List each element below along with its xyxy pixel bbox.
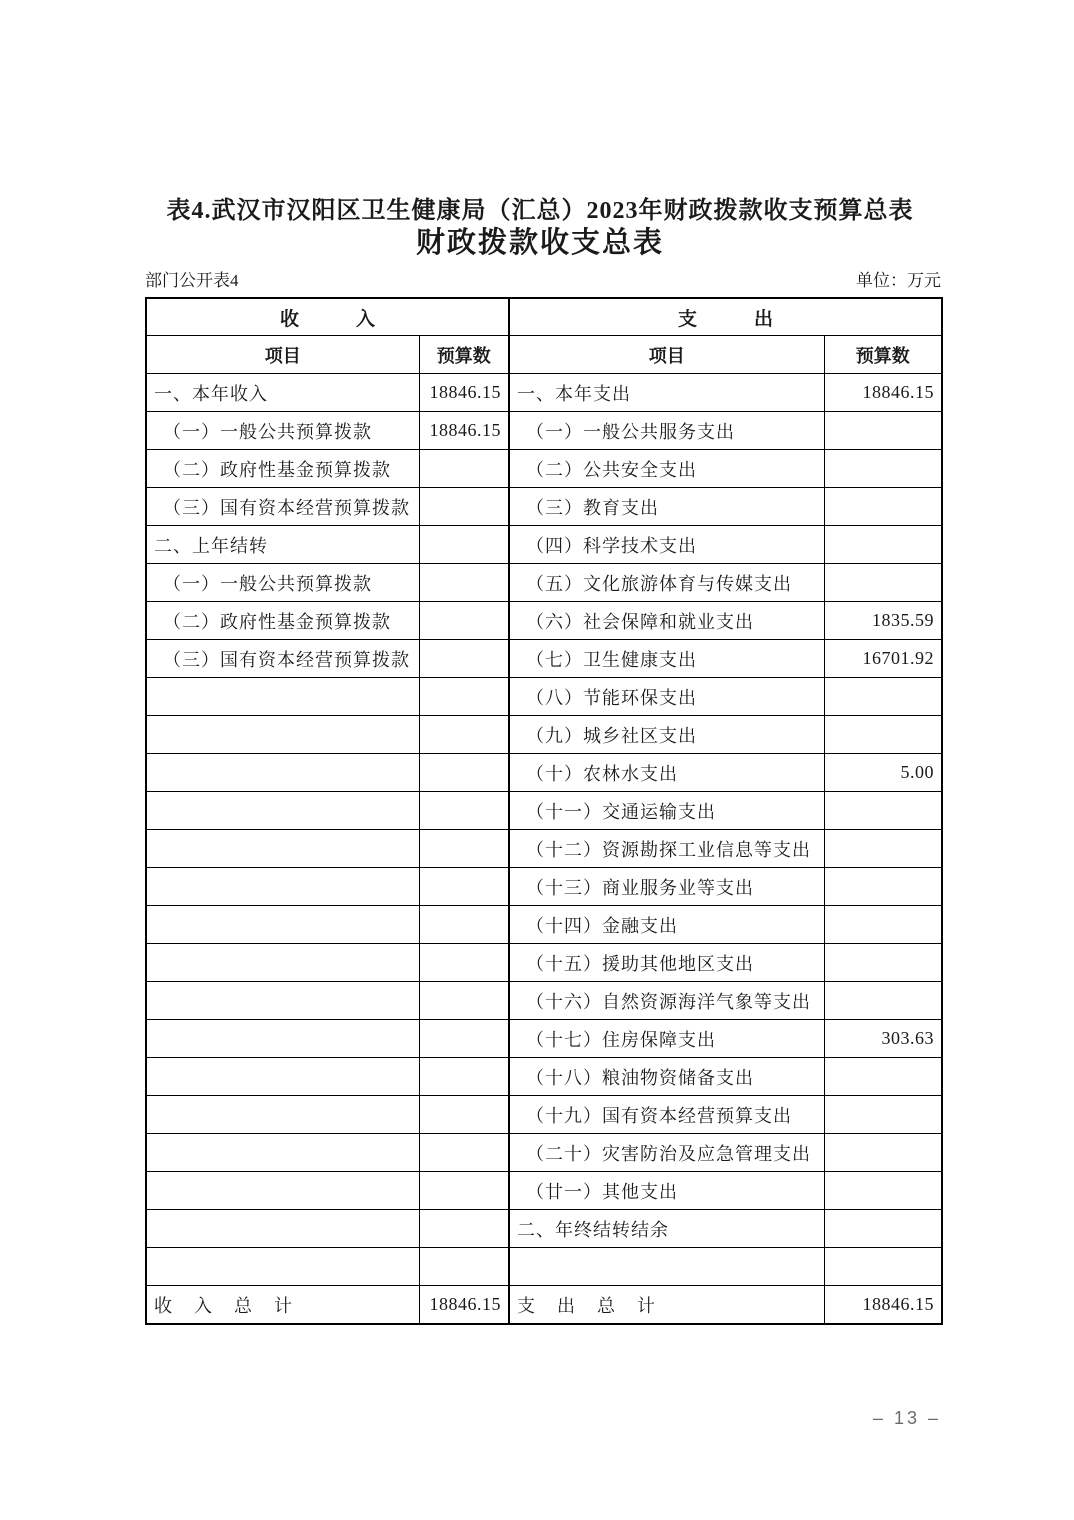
table-title: 财政拨款收支总表 (415, 227, 664, 259)
expense-budget-cell (824, 830, 942, 868)
expense-item-cell: （十三）商业服务业等支出 (509, 868, 824, 906)
column-header-row (146, 336, 942, 374)
expense-budget-cell (824, 1058, 942, 1096)
table-row (146, 412, 942, 450)
expense-budget-cell (824, 678, 942, 716)
income-budget-cell (419, 1210, 509, 1248)
table-row (146, 906, 942, 944)
income-budget-column-header: 预算数 (419, 336, 509, 374)
expense-budget-cell (824, 982, 942, 1020)
expense-item-cell: （十）农林水支出 (509, 754, 824, 792)
income-budget-cell (419, 906, 509, 944)
table-row (146, 1134, 942, 1172)
table-row (146, 678, 942, 716)
income-budget-cell (419, 868, 509, 906)
expense-budget-cell (824, 868, 942, 906)
expense-budget-cell (824, 564, 942, 602)
income-item-cell: 二、上年结转 (146, 526, 419, 564)
expense-item-cell: 二、年终结转结余 (509, 1210, 824, 1248)
expense-item-column-header: 项目 (509, 336, 824, 374)
expense-item-cell: （二十）灾害防治及应急管理支出 (509, 1134, 824, 1172)
expense-budget-cell: 1835.59 (824, 602, 942, 640)
income-item-cell: （二）政府性基金预算拨款 (146, 450, 419, 488)
income-item-cell (146, 944, 419, 982)
table-row (146, 450, 942, 488)
expense-budget-cell (824, 450, 942, 488)
income-item-cell (146, 792, 419, 830)
income-budget-cell (419, 792, 509, 830)
budget-summary-table (145, 297, 943, 1325)
expense-budget-cell (824, 944, 942, 982)
expense-item-cell: （七）卫生健康支出 (509, 640, 824, 678)
income-budget-cell (419, 602, 509, 640)
page-number: – 13 – (872, 1408, 941, 1428)
income-item-cell: （二）政府性基金预算拨款 (146, 602, 419, 640)
income-item-cell (146, 1096, 419, 1134)
income-budget-cell (419, 1096, 509, 1134)
income-budget-cell (419, 830, 509, 868)
expense-item-cell: （一）一般公共服务支出 (509, 412, 824, 450)
income-item-cell (146, 906, 419, 944)
expense-budget-cell (824, 412, 942, 450)
table-row (146, 488, 942, 526)
income-item-cell: 一、本年收入 (146, 374, 419, 412)
expense-budget-column-header: 预算数 (824, 336, 942, 374)
expense-budget-cell: 5.00 (824, 754, 942, 792)
table-row (146, 982, 942, 1020)
income-item-column-header: 项目 (146, 336, 419, 374)
document-title: 表4.武汉市汉阳区卫生健康局（汇总）2023年财政拨款收支预算总表 (166, 198, 914, 224)
table-row (146, 868, 942, 906)
expense-budget-cell (824, 906, 942, 944)
income-budget-cell: 18846.15 (419, 374, 509, 412)
expense-budget-cell (824, 526, 942, 564)
expense-budget-cell (824, 792, 942, 830)
table-row (146, 640, 942, 678)
expense-budget-cell: 303.63 (824, 1020, 942, 1058)
income-budget-cell (419, 1020, 509, 1058)
expense-section-header: 支 出 (509, 298, 942, 336)
expense-item-cell: （八）节能环保支出 (509, 678, 824, 716)
income-budget-cell (419, 526, 509, 564)
income-item-cell: （三）国有资本经营预算拨款 (146, 640, 419, 678)
income-item-cell (146, 754, 419, 792)
table-row (146, 1096, 942, 1134)
income-budget-cell (419, 488, 509, 526)
income-budget-cell (419, 564, 509, 602)
income-budget-cell (419, 1172, 509, 1210)
income-item-cell (146, 1134, 419, 1172)
table-note: 部门公开表4 (145, 271, 239, 290)
expense-total-label: 支 出 总 计 (509, 1286, 824, 1325)
income-budget-cell (419, 1058, 509, 1096)
expense-item-cell: （廿一）其他支出 (509, 1172, 824, 1210)
income-budget-cell (419, 640, 509, 678)
expense-item-cell: （四）科学技术支出 (509, 526, 824, 564)
income-budget-cell (419, 450, 509, 488)
expense-budget-cell (824, 1172, 942, 1210)
table-meta-row (145, 266, 941, 291)
income-item-cell: （一）一般公共预算拨款 (146, 412, 419, 450)
table-row (146, 792, 942, 830)
table-row (146, 602, 942, 640)
table-row (146, 754, 942, 792)
expense-item-cell: （十二）资源勘探工业信息等支出 (509, 830, 824, 868)
table-row (146, 526, 942, 564)
expense-item-cell (509, 1248, 824, 1286)
expense-budget-cell (824, 488, 942, 526)
expense-budget-cell (824, 1248, 942, 1286)
expense-item-cell: （六）社会保障和就业支出 (509, 602, 824, 640)
expense-item-cell: （九）城乡社区支出 (509, 716, 824, 754)
income-budget-cell (419, 1248, 509, 1286)
expense-budget-cell (824, 1210, 942, 1248)
income-item-cell: （三）国有资本经营预算拨款 (146, 488, 419, 526)
income-budget-cell (419, 754, 509, 792)
income-item-cell (146, 868, 419, 906)
table-row (146, 1172, 942, 1210)
income-budget-cell (419, 716, 509, 754)
income-item-cell (146, 1248, 419, 1286)
income-item-cell: （一）一般公共预算拨款 (146, 564, 419, 602)
table-row (146, 564, 942, 602)
income-total-label: 收 入 总 计 (146, 1286, 419, 1325)
expense-budget-cell: 18846.15 (824, 374, 942, 412)
unit-label: 单位：万元 (856, 271, 941, 290)
expense-item-cell: （十九）国有资本经营预算支出 (509, 1096, 824, 1134)
income-item-cell (146, 1058, 419, 1096)
expense-item-cell: （二）公共安全支出 (509, 450, 824, 488)
income-budget-cell (419, 678, 509, 716)
table-row (146, 944, 942, 982)
table-row (146, 830, 942, 868)
section-header-row (146, 298, 942, 336)
budget-table-body (146, 374, 942, 1286)
expense-item-cell: 一、本年支出 (509, 374, 824, 412)
table-row (146, 1020, 942, 1058)
table-row (146, 716, 942, 754)
income-budget-cell: 18846.15 (419, 412, 509, 450)
income-item-cell (146, 982, 419, 1020)
income-item-cell (146, 1172, 419, 1210)
income-item-cell (146, 716, 419, 754)
table-row (146, 1210, 942, 1248)
income-section-header: 收 入 (146, 298, 509, 336)
expense-item-cell: （十四）金融支出 (509, 906, 824, 944)
expense-budget-cell (824, 1134, 942, 1172)
table-row (146, 1058, 942, 1096)
expense-item-cell: （三）教育支出 (509, 488, 824, 526)
expense-item-cell: （十五）援助其他地区支出 (509, 944, 824, 982)
expense-item-cell: （五）文化旅游体育与传媒支出 (509, 564, 824, 602)
table-row (146, 374, 942, 412)
expense-total-value: 18846.15 (824, 1286, 942, 1325)
expense-item-cell: （十八）粮油物资储备支出 (509, 1058, 824, 1096)
income-budget-cell (419, 944, 509, 982)
income-item-cell (146, 1210, 419, 1248)
expense-item-cell: （十一）交通运输支出 (509, 792, 824, 830)
income-budget-cell (419, 982, 509, 1020)
expense-budget-cell: 16701.92 (824, 640, 942, 678)
income-item-cell (146, 1020, 419, 1058)
expense-item-cell: （十六）自然资源海洋气象等支出 (509, 982, 824, 1020)
income-total-value: 18846.15 (419, 1286, 509, 1325)
expense-budget-cell (824, 716, 942, 754)
income-budget-cell (419, 1134, 509, 1172)
expense-item-cell: （十七）住房保障支出 (509, 1020, 824, 1058)
income-item-cell (146, 678, 419, 716)
table-row (146, 1248, 942, 1286)
income-item-cell (146, 830, 419, 868)
total-row (146, 1286, 942, 1325)
expense-budget-cell (824, 1096, 942, 1134)
